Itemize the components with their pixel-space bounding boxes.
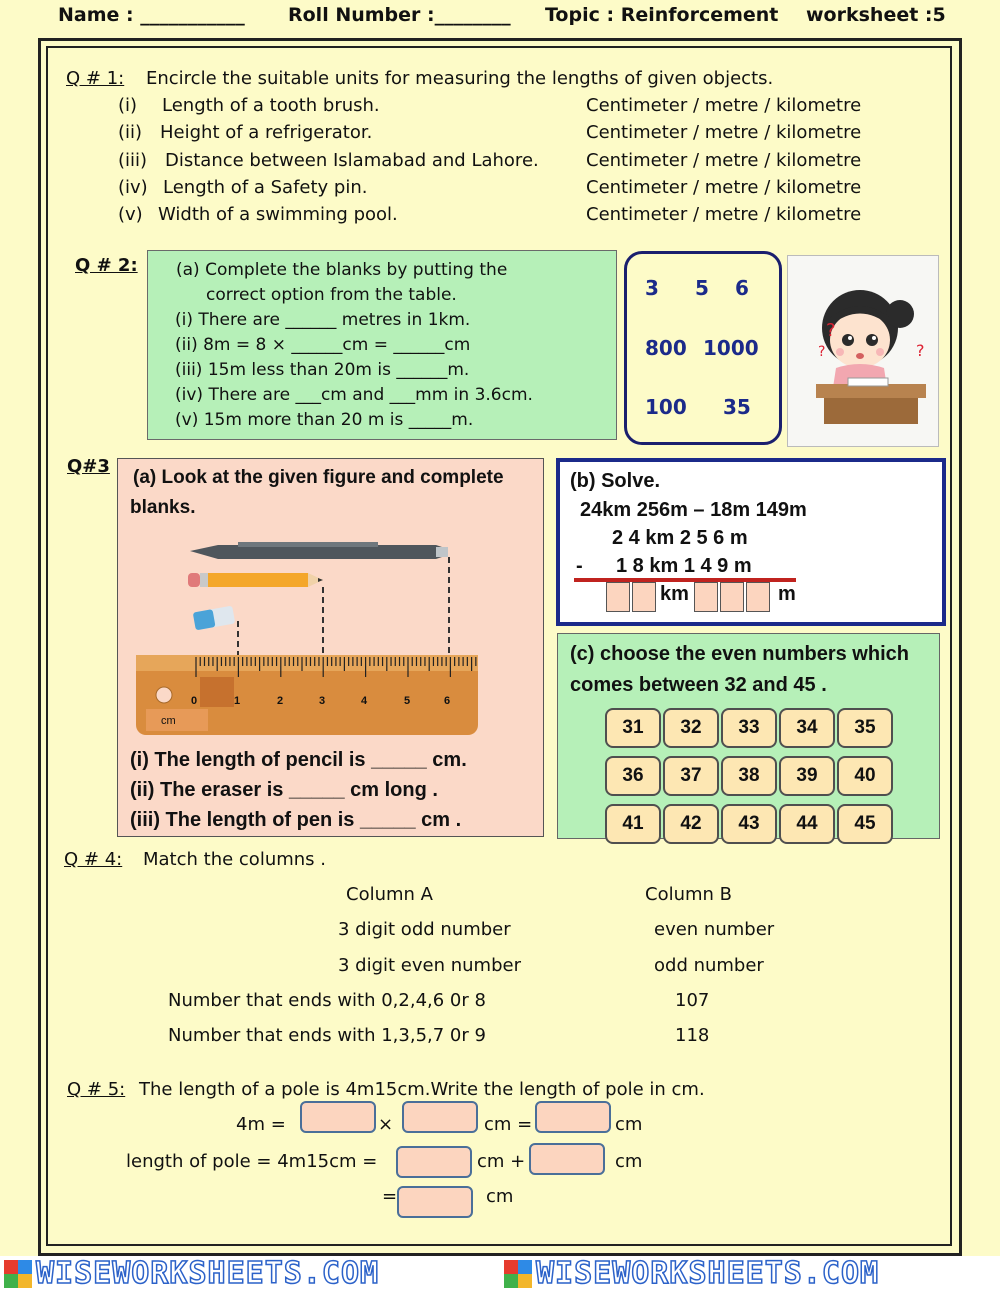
number-cell[interactable]: 35 bbox=[837, 708, 893, 748]
q3a-blank-line[interactable]: (ii) The eraser is _____ cm long . bbox=[130, 779, 438, 801]
q1-item-num: (ii) bbox=[118, 122, 143, 143]
equals-sign: = bbox=[382, 1186, 398, 1207]
number-cell[interactable]: 43 bbox=[721, 804, 777, 844]
number-cell[interactable]: 45 bbox=[837, 804, 893, 844]
q2-blank-line[interactable]: (i) There are ______ metres in 1km. bbox=[175, 310, 471, 330]
number-cell[interactable]: 31 bbox=[605, 708, 661, 748]
roll-number-label: Roll Number :________ bbox=[288, 4, 511, 26]
ruler-number: 0 bbox=[191, 695, 198, 707]
q3b-subtraction-panel bbox=[556, 458, 946, 626]
number-cell[interactable]: 37 bbox=[663, 756, 719, 796]
column-b-item[interactable]: even number bbox=[654, 919, 775, 940]
number-grid bbox=[605, 708, 889, 844]
answer-box[interactable] bbox=[746, 582, 770, 612]
q1-item-text: Length of a Safety pin. bbox=[163, 177, 368, 198]
column-a-item[interactable]: 3 digit even number bbox=[338, 955, 521, 976]
worksheet-number: worksheet :5 bbox=[806, 4, 946, 26]
brand-logo-icon bbox=[504, 1260, 532, 1288]
answer-box[interactable] bbox=[720, 582, 744, 612]
column-a-item[interactable]: Number that ends with 1,3,5,7 0r 9 bbox=[168, 1025, 486, 1046]
q3b-minus-sign: - bbox=[576, 555, 583, 577]
q3b-m-unit: m bbox=[778, 583, 796, 605]
q2-label: Q # 2: bbox=[75, 255, 138, 276]
answer-box[interactable] bbox=[694, 582, 718, 612]
svg-text:?: ? bbox=[818, 344, 826, 360]
ruler bbox=[136, 655, 478, 735]
option-number[interactable]: 35 bbox=[723, 395, 751, 419]
topic-label: Topic : Reinforcement bbox=[545, 4, 779, 26]
number-cell[interactable]: 34 bbox=[779, 708, 835, 748]
answer-box[interactable] bbox=[300, 1101, 376, 1133]
q3-label: Q#3 bbox=[67, 456, 110, 477]
q1-unit-options[interactable]: Centimeter / metre / kilometre bbox=[586, 95, 862, 116]
cm-unit: cm bbox=[486, 1186, 514, 1207]
q2-blank-line[interactable]: (iii) 15m less than 20m is ______m. bbox=[175, 360, 470, 380]
q1-item-text: Width of a swimming pool. bbox=[158, 204, 398, 225]
q3c-heading-cont: comes between 32 and 45 . bbox=[570, 674, 827, 696]
cm-plus: cm + bbox=[477, 1151, 526, 1172]
answer-box[interactable] bbox=[632, 582, 656, 612]
answer-box[interactable] bbox=[529, 1143, 605, 1175]
ruler-number: 5 bbox=[404, 695, 411, 707]
option-number[interactable]: 5 bbox=[695, 276, 709, 300]
q1-unit-options[interactable]: Centimeter / metre / kilometre bbox=[586, 204, 862, 225]
number-cell[interactable]: 32 bbox=[663, 708, 719, 748]
option-number[interactable]: 1000 bbox=[703, 336, 759, 360]
name-field-label: Name : ___________ bbox=[58, 4, 245, 26]
number-cell[interactable]: 36 bbox=[605, 756, 661, 796]
q1-label: Q # 1: bbox=[66, 68, 125, 89]
q1-item-text: Height of a refrigerator. bbox=[160, 122, 373, 143]
column-b-header: Column B bbox=[645, 884, 733, 905]
svg-text:?: ? bbox=[916, 341, 925, 360]
ruler-number: 2 bbox=[277, 695, 284, 707]
number-cell[interactable]: 33 bbox=[721, 708, 777, 748]
ruler-number: 1 bbox=[234, 695, 241, 707]
number-cell[interactable]: 39 bbox=[779, 756, 835, 796]
q4-label: Q # 4: bbox=[64, 849, 123, 870]
number-cell[interactable]: 41 bbox=[605, 804, 661, 844]
number-cell[interactable]: 44 bbox=[779, 804, 835, 844]
q3c-even-numbers-panel bbox=[557, 633, 940, 839]
q2-options-table bbox=[624, 251, 782, 445]
pencil-image bbox=[188, 573, 323, 587]
column-a-header: Column A bbox=[346, 884, 433, 905]
column-b-item[interactable]: 118 bbox=[675, 1025, 710, 1046]
q1-item-num: (iii) bbox=[118, 150, 148, 171]
q3b-heading: (b) Solve. bbox=[570, 470, 661, 492]
cm-equals: cm = bbox=[484, 1114, 533, 1135]
option-number[interactable]: 3 bbox=[645, 276, 659, 300]
q1-unit-options[interactable]: Centimeter / metre / kilometre bbox=[586, 150, 862, 171]
column-a-item[interactable]: 3 digit odd number bbox=[338, 919, 511, 940]
q3b-km-unit: km bbox=[660, 583, 689, 605]
q3a-heading-cont: blanks. bbox=[130, 497, 196, 518]
answer-box[interactable] bbox=[535, 1101, 611, 1133]
option-number[interactable]: 6 bbox=[735, 276, 749, 300]
q3b-subtrahend: 1 8 km 1 4 9 m bbox=[616, 555, 752, 577]
answer-box[interactable] bbox=[402, 1101, 478, 1133]
column-b-item[interactable]: 107 bbox=[675, 990, 710, 1011]
q1-item-text: Distance between Islamabad and Lahore. bbox=[165, 150, 539, 171]
q1-item-num: (i) bbox=[118, 95, 138, 116]
q3a-blank-line[interactable]: (iii) The length of pen is _____ cm . bbox=[130, 809, 462, 831]
q5-prompt: The length of a pole is 4m15cm.Write the length of pole in cm. bbox=[139, 1079, 705, 1100]
q3c-heading: (c) choose the even numbers which bbox=[570, 643, 909, 665]
q3a-heading: (a) Look at the given figure and complete bbox=[133, 467, 504, 488]
q2-blank-line[interactable]: (ii) 8m = 8 × ______cm = ______cm bbox=[175, 335, 471, 355]
q3a-blank-line[interactable]: (i) The length of pencil is _____ cm. bbox=[130, 749, 467, 771]
number-cell[interactable]: 38 bbox=[721, 756, 777, 796]
q1-prompt: Encircle the suitable units for measuring the lengths of given objects. bbox=[146, 68, 774, 89]
column-a-item[interactable]: Number that ends with 0,2,4,6 0r 8 bbox=[168, 990, 486, 1011]
brand-text: WISEWORKSHEETS.COM bbox=[36, 1256, 380, 1291]
ruler-number: 4 bbox=[361, 695, 368, 707]
q1-item-num: (iv) bbox=[118, 177, 148, 198]
ruler-unit-label: cm bbox=[161, 715, 176, 727]
number-cell[interactable]: 42 bbox=[663, 804, 719, 844]
answer-box[interactable] bbox=[397, 1186, 473, 1218]
q3b-problem: 24km 256m – 18m 149m bbox=[580, 499, 807, 521]
option-number[interactable]: 800 bbox=[645, 336, 687, 360]
pen-image bbox=[190, 542, 448, 559]
q3b-minuend: 2 4 km 2 5 6 m bbox=[612, 527, 748, 549]
times-sign: × bbox=[378, 1114, 394, 1135]
svg-text:?: ? bbox=[826, 320, 836, 341]
q2-heading: (a) Complete the blanks by putting the bbox=[176, 260, 508, 280]
q1-item-num: (v) bbox=[118, 204, 143, 225]
q2-blank-line[interactable]: (iv) There are ___cm and ___mm in 3.6cm. bbox=[175, 385, 533, 405]
q5-row2-left: length of pole = 4m15cm = bbox=[126, 1151, 378, 1172]
answer-box[interactable] bbox=[396, 1146, 472, 1178]
q2-blanks-panel bbox=[147, 250, 617, 440]
q4-prompt: Match the columns . bbox=[143, 849, 326, 870]
q5-row1-left: 4m = bbox=[236, 1114, 286, 1135]
column-b-item[interactable]: odd number bbox=[654, 955, 764, 976]
footer-branding bbox=[0, 1256, 1000, 1291]
option-number[interactable]: 100 bbox=[645, 395, 687, 419]
q2-heading-cont: correct option from the table. bbox=[206, 285, 457, 305]
ruler-number: 6 bbox=[444, 695, 451, 707]
q5-label: Q # 5: bbox=[67, 1079, 126, 1100]
q1-item-text: Length of a tooth brush. bbox=[162, 95, 380, 116]
answer-box[interactable] bbox=[606, 582, 630, 612]
q3a-ruler-panel bbox=[117, 458, 544, 837]
brand-logo-icon bbox=[4, 1260, 32, 1288]
ruler-number: 3 bbox=[319, 695, 326, 707]
cm-unit: cm bbox=[615, 1151, 643, 1172]
brand-text: WISEWORKSHEETS.COM bbox=[536, 1256, 880, 1291]
q2-blank-line[interactable]: (v) 15m more than 20 m is _____m. bbox=[175, 410, 474, 430]
number-cell[interactable]: 40 bbox=[837, 756, 893, 796]
eraser-image bbox=[193, 606, 236, 631]
thinking-girl-illustration bbox=[787, 255, 939, 447]
cm-unit: cm bbox=[615, 1114, 643, 1135]
q1-unit-options[interactable]: Centimeter / metre / kilometre bbox=[586, 122, 862, 143]
q1-unit-options[interactable]: Centimeter / metre / kilometre bbox=[586, 177, 862, 198]
